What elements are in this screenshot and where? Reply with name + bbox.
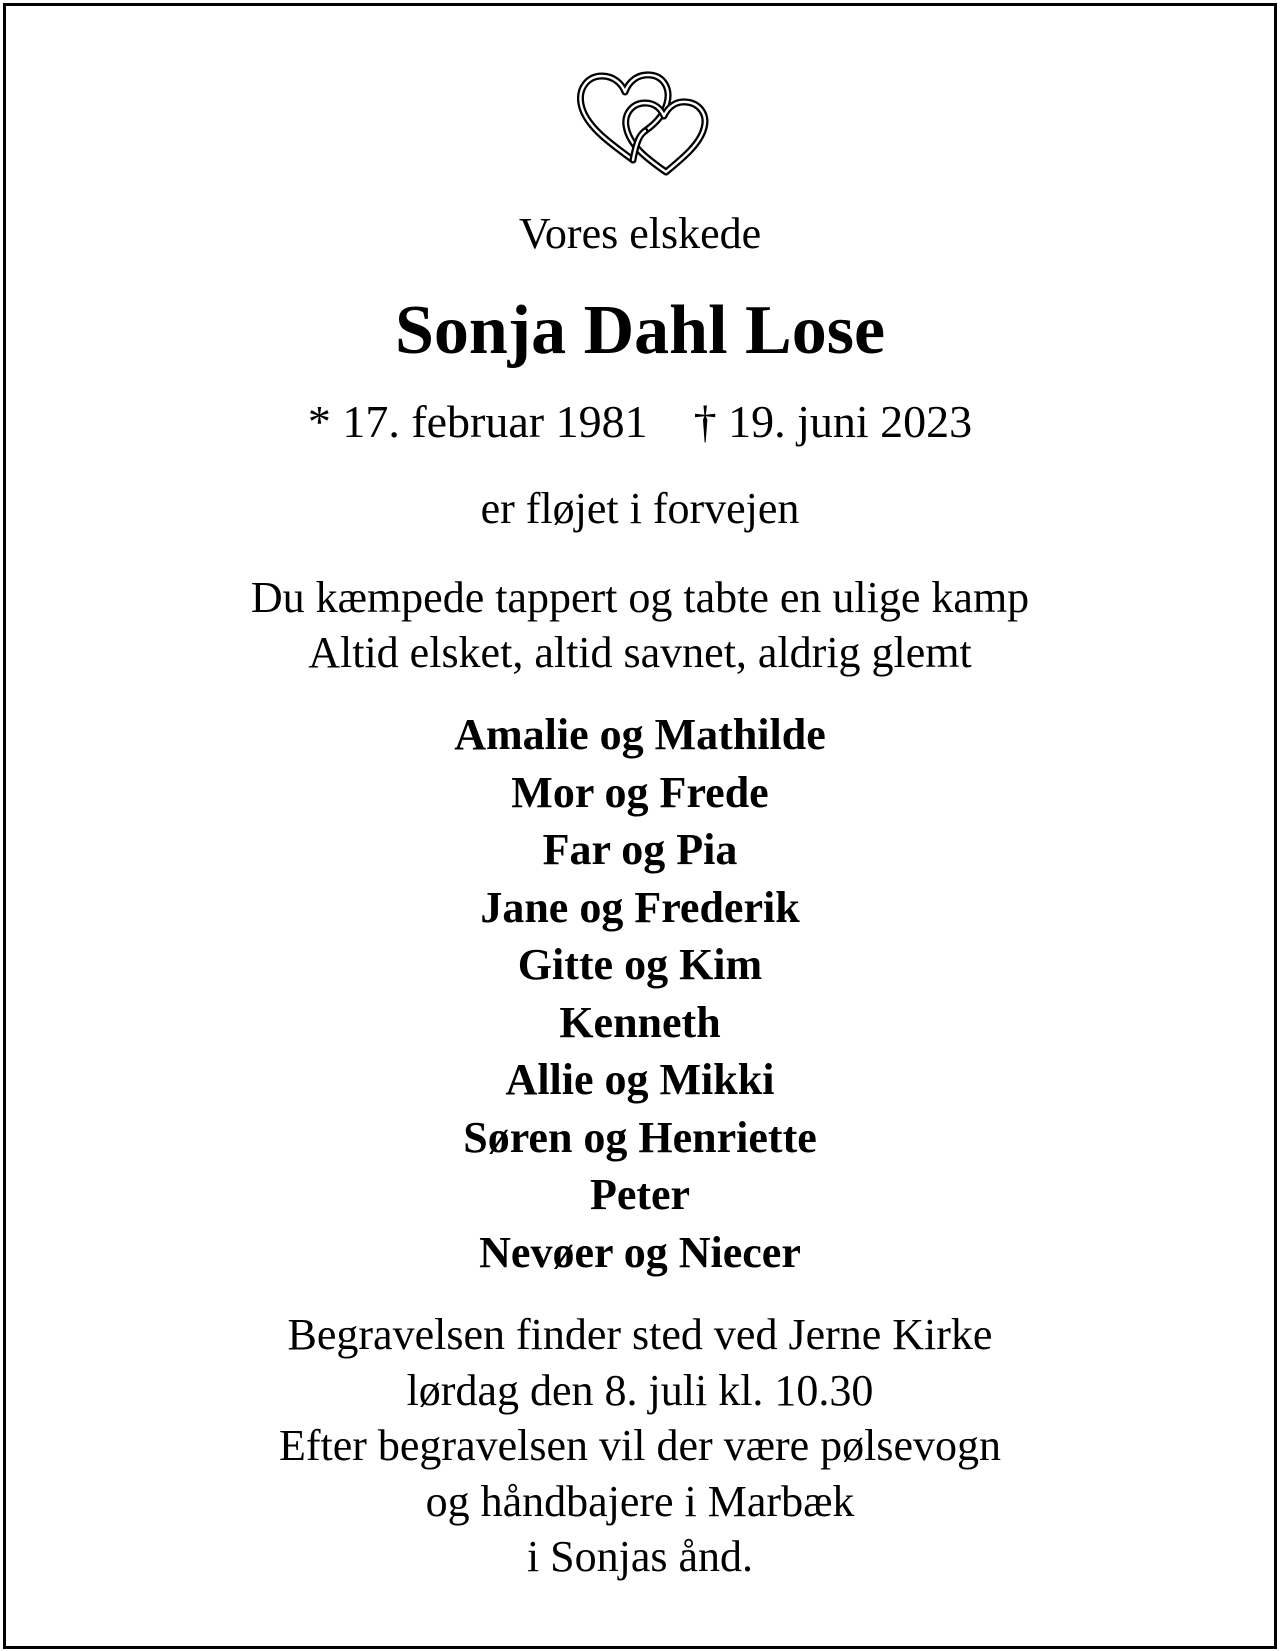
life-dates [6, 396, 1274, 447]
mourners-list [6, 706, 1274, 1281]
mourner-name: Søren og Henriette [463, 1112, 817, 1162]
funeral-line: Efter begravelsen vil der være pølsevogn [278, 1421, 1002, 1470]
mourner-name: Amalie og Mathilde [454, 710, 826, 759]
verse-line: Du kæmpede tappert og tabte en ulige kamp [250, 573, 1030, 622]
mourner-name: Kenneth [559, 997, 721, 1047]
passing-phrase: er fløjet i forvejen [480, 484, 800, 533]
obituary-content [6, 6, 1274, 1646]
funeral-line: i Sonjas ånd. [526, 1532, 754, 1581]
intro-text: Vores elskede [518, 209, 762, 258]
mourner-name: Far og Pia [542, 825, 738, 874]
mourner-name: Nevøer og Niecer [479, 1227, 801, 1277]
deceased-name: Sonja Dahl Lose [394, 292, 886, 369]
mourner-name: Peter [589, 1170, 691, 1219]
obituary-frame [3, 3, 1277, 1649]
mourner-name: Jane og Frederik [480, 882, 800, 932]
funeral-line: Begravelsen finder sted ved Jerne Kirke [287, 1310, 993, 1359]
funeral-line: og håndbajere i Marbæk [425, 1476, 855, 1526]
mourner-name: Gitte og Kim [517, 940, 763, 989]
death-date: † 19. juni 2023 [693, 396, 973, 447]
birth-date: * 17. februar 1981 [307, 396, 648, 447]
mourner-name: Mor og Frede [511, 767, 769, 817]
mourner-name: Allie og Mikki [505, 1055, 775, 1104]
funeral-line: lørdag den 8. juli kl. 10.30 [406, 1365, 874, 1415]
verse-block [6, 570, 1274, 680]
verse-line: Altid elsket, altid savnet, aldrig glemt [308, 628, 972, 677]
funeral-details [6, 1307, 1274, 1585]
double-hearts-icon [571, 68, 721, 176]
